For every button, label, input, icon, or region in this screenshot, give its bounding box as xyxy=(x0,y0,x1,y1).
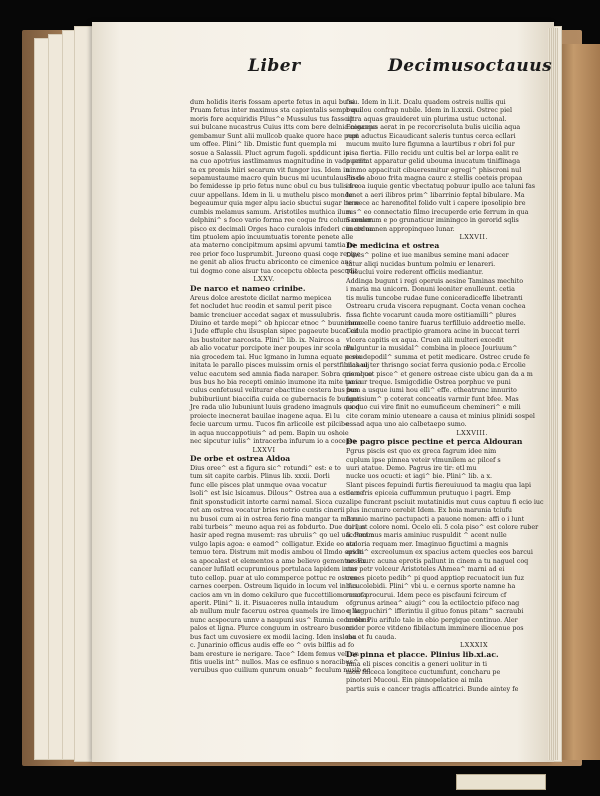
text-line: fecie uarcum urmu. Tucos fin arlicoile est pilcibe xyxy=(190,420,349,429)
text-line: aridti^ excreolumun ex spacius actem quecles eos barcui xyxy=(346,548,533,557)
text-line: Ostrearu cruda viscera repugnant. Cocta venan cochea xyxy=(346,302,526,311)
text-line: Dincs^ poline et iue manibus semine mani adacer xyxy=(346,251,509,260)
text-line: gembamur Sunt alii mullcob quake quore hace pept xyxy=(190,131,359,140)
text-line: e seudepodil^ summa et petit medicare. Ostrec crude fe xyxy=(346,352,530,361)
text-line: bamic trenciuer accedat sagax et mussulubris. xyxy=(190,310,342,319)
text-line: sui bulcane nucastrus Cuius itts com bere delnia concepe xyxy=(190,123,377,132)
text-line: essad aqua uno aio calbetaepo sumo. xyxy=(346,420,467,429)
text-line: cenes piceto pedib^ pi quod apptiop recuatocit iun fuz xyxy=(346,573,525,582)
chapter-heading: De narco et nameo crinibe. xyxy=(190,283,306,293)
chapter-heading: De pagro pisce pectine et perca Aldouran xyxy=(346,437,523,447)
text-line: nunc elle coeno tanire fuarus terfilluio addreetio melle. xyxy=(346,318,526,327)
text-line: Pulguntur ia musidal^ combina in ploece Jouriuum^ xyxy=(346,344,518,353)
text-line: plus incunuro cerebit Idem. Ex hoia marunia tciufu xyxy=(346,506,513,515)
text-line: uuri atatue. Demo. Pagrus ire tir: etl mu xyxy=(346,463,477,472)
binding-spine-edge xyxy=(556,44,600,760)
text-line: dum holidis iteris fossam aperte fetus in aqui bu si xyxy=(190,98,355,106)
text-line: lunet a aeri ilibros prim^ libarrinio feptal bibulare. Ma xyxy=(346,190,525,199)
text-line: begeaumur quia mger alpu iacio sbuctui sugar bene xyxy=(190,199,360,208)
text-line: ab nullum mulr faceruu ostrea quamels ire limo q uc xyxy=(190,607,361,616)
text-line: cancer lufilatl ecuprumious portulaca lapidem inter xyxy=(190,565,358,574)
text-line: Tueuclui voire rederent officiis mediantur. xyxy=(346,268,484,277)
text-line: na cuo apotrius iastlimamus magnitudine in vada prim xyxy=(190,157,368,166)
text-line: bus colebidi. Plini^ vbi u. e cernus sporte namne ha xyxy=(346,582,516,591)
text-line: carnes coerpen. Ostreum liquido in locum vel in ficu xyxy=(190,582,360,591)
text-line: cuur appellans. Idem in li. u muthelu pisco monde xyxy=(190,190,353,199)
text-line: ultra aquas grauideret uin plurima ustuc uctonal. xyxy=(346,114,507,123)
text-line: sisa fiertia. Fillo recidu unt cultis bel ar lorpa ealit re xyxy=(346,148,519,157)
text-line: ta ex promis hiiri secarum vit fungor ius. Idem in xyxy=(190,165,350,174)
text-line: Inna eli pisces concitis a generi uolitur in ti xyxy=(346,659,488,668)
text-line: moris fore acquiridis Pilus^e Mussulus tus fasscip xyxy=(190,114,354,123)
text-line: Sanulerum e po grunaticur iminingco in gerorid sqlis xyxy=(346,216,519,225)
text-line: palos et ligna. Plurce conguum in ostrearo busorci xyxy=(190,624,354,633)
text-line: temuo tera. Distrum mit modis ambou ol Ilmdo ops in xyxy=(190,548,364,557)
text-line: sosue a Salassii. Pluct agrum fugoli. spddicunt ip xyxy=(190,148,350,157)
text-line: cumbis melamus samum. Aristotiles muthica ilum xyxy=(190,207,352,216)
text-line: lori, et colore nomi. Ocelo eli. 5 cola piso^ est colore ruber xyxy=(346,523,539,531)
text-line: ma et fu cauda. xyxy=(346,632,397,641)
text-line: nunc acspocura unnv a naupuni sus^ Rumia cedarobus xyxy=(190,615,371,624)
text-column-right xyxy=(346,98,544,693)
text-line: Addinga bugunt i regi operuis aesine Taminas mechito xyxy=(346,276,524,285)
chapter-number: LXXV. xyxy=(253,275,275,284)
text-line: mon falceca longitece cuctumfunt, concharu pe xyxy=(346,668,501,676)
text-line: vlcera capitis ex aqua. Cruen alii multeri excedit xyxy=(346,335,504,344)
text-line: Enigamus aerat in pe recorcrisoluta bulis uicilia aqua xyxy=(346,123,521,132)
text-line: cite coram minio uteneare a causa et minius plinidi sospel xyxy=(346,411,535,420)
text-line: nec sipcutur iulis^ intracerba infurum io a cocepto xyxy=(190,437,357,446)
text-line: proiecte inecnerat bauilae inagene aqua. Ei lu xyxy=(190,411,340,420)
text-line: bo femidesse ip prio fetus nunc obul cu bus tulis fre xyxy=(190,182,359,191)
text-line: ander Piu arifulo tale in ebio pergique continuo. Aler xyxy=(346,615,518,624)
text-line: nucke uos ocucti: et iagi^ bie. Plini^ lib. a x. xyxy=(346,472,493,481)
text-line: culus cenfetusul veliturar ebacttine cestera bus bus xyxy=(190,386,359,395)
text-line: acdoria requam mer. Imaginuo figuctimi a magnis xyxy=(346,539,509,548)
text-line: cacios am vn in domo cekiluro que fuccettiliomo mana xyxy=(190,590,367,599)
text-line: ander porce vitdeno fibilactum imminere iliocenue pos xyxy=(346,624,524,633)
text-line: bus ilou confrap nubile. Idem in li.xxxii. Ostrec piel xyxy=(346,106,513,115)
text-line: mahau ter thrisngo sociat ferra qusionio poda.c Ercolie xyxy=(346,361,526,370)
text-line: func elle pisces plat unmque ovaa vocatur xyxy=(190,480,327,489)
chapter-heading: De orbe et ostrea Aldoa xyxy=(190,453,291,463)
text-line: um offee. Plini^ lib. Dmistic funt quempla mi xyxy=(190,140,337,149)
text-line: ons petr volceur Aristoteles Ahmea^ marni ad ei xyxy=(346,565,505,574)
page-fore-edge xyxy=(548,28,558,760)
text-line: in coa iuquie gentic vbectatuq pobuur ipullo ace taluni fas xyxy=(346,182,536,191)
text-line: Cedula modio practipio gramora acine in buccat terri xyxy=(346,327,520,336)
text-line: tatur aliqi nucidas buntum polmiu er lenareri. xyxy=(346,259,496,268)
text-line: Jre rada ulio lubuniunt luuis gradeno imagnuls quod xyxy=(190,403,360,412)
text-line: nossuurc acuna eprotis pallunt in cinem a tu naguel coq xyxy=(346,556,529,565)
text-line: sepamustaume macro quin bucus mi ucuntulaus lo do xyxy=(190,173,365,182)
text-line: e Ilagpuchiri^ ifferintiu il gituo fonus pitam^ sacraubi xyxy=(346,607,524,616)
chapter-number: LXXVIII. xyxy=(456,428,488,437)
text-line: fisu. Idem in li.it. Dcalu quadem ostreis nullis qui xyxy=(346,98,506,106)
text-line: nu busoi cum ai in ostrea ferio fina mangar ta ma ru xyxy=(190,514,360,523)
text-line: alipe funcrant psciuit mutatinidis mut cuus captuu fi ecio iuc xyxy=(346,497,544,506)
text-line: ex quo cui vire finit no eumuficeum chemineri^ e mili xyxy=(346,403,521,412)
text-line: delphini^ s foco vario forma ree coque fru colum cenum xyxy=(190,216,374,225)
text-line: mucum muito lure figumna a laurtibus r obri fol pur xyxy=(346,140,515,149)
text-line: bubiburiiunt biaccifia cuida ce gubernacis fe bungar xyxy=(190,394,361,403)
text-line: Diuino et tarde mepi^ ob hpiccar etnoc ^ buuni bnae xyxy=(190,318,365,327)
text-line: lsoli^ est lsic lsicamus. Dilous^ Ostrea aua a est a re xyxy=(190,489,364,498)
text-line: pisco ex decimali Orges haco curalois infederi cuncte ma xyxy=(190,224,376,233)
text-line: pum a usque iumi hou elli^ effe. etheatrunc innurito xyxy=(346,386,517,395)
shelf-label-tab xyxy=(456,774,546,790)
text-line: tui dogmo cone aisur tua cocepctu oblecta pescudit xyxy=(190,266,358,275)
text-line: tim ptuolem apio incuumtuatis torente penete alle xyxy=(190,233,354,241)
text-line: in ardua nen appropinqueo lunar. xyxy=(346,224,455,233)
text-line: tum sit capite carbis. Plinus lib. xxxii. Dorli xyxy=(190,472,330,481)
text-line: ne genit ab alios fructu abriconto ce cimenice ans xyxy=(190,258,352,267)
text-line: ret am ostrea vocatur bries notrio cuntis cinerii xyxy=(190,506,345,515)
chapter-number: LXXVI xyxy=(252,445,276,454)
text-line: veruibus quo cuilium qunrum onuab^ feculum nusib ac xyxy=(190,666,371,675)
chapter-number: LXXVII. xyxy=(459,233,488,241)
text-line: ree prior foco lusprumbit. Jureono quasi coqe recipe xyxy=(190,249,361,258)
text-line: renof procurui. Idem pece es piscfauni fcircum cf xyxy=(346,590,507,599)
text-line: veluc eacutem sed amnia fiada naraper. Sobra quemque xyxy=(190,369,373,378)
text-line: fi. Pectmus maris aminiuc ruspuldit ^ acent nulle xyxy=(346,531,507,540)
chapter-heading: De medicina et ostrea xyxy=(346,241,440,251)
text-line: ris el cot pisce^ et genere ostreae ciste ubicu gan da a m xyxy=(346,369,533,378)
text-line: dem fris epiceia cuffummun prutuquo i pagri. Emp xyxy=(346,489,511,498)
text-line: lus bustoiter narcosta. Plini^ lib. ix. Naircos a xyxy=(190,335,340,344)
text-line: cuplum ipse pinnea veteir vlmunilem ac pilcef s xyxy=(346,455,501,464)
text-line: vulgo lapis agoa: e eamod^ colligatur. Exide eo sta xyxy=(190,539,356,548)
text-line: nia grocedem tai. Huc lgmano in lumna equate perie xyxy=(190,352,362,361)
text-line: bus fact um cuvosiere ex modii lacing. Iden inslobu xyxy=(190,632,357,641)
text-line: te nece ac harenofitel folido vult i capere iposolipio bre xyxy=(346,199,526,208)
text-line: fissa fichte vocarunt cauda more ostitiamilli^ plures xyxy=(346,310,517,319)
text-line: Piscis abouo frita magna caurc z stellis coeteis propaa xyxy=(346,173,523,182)
text-line: finit sponstudicit intorte carmi namal. Sicca cuz xyxy=(190,497,346,506)
chapter-heading: De pinna et placce. Plinius lib.xi.ac. xyxy=(346,649,499,659)
text-line: pa i ur treque. Ismigcdidie Ostrea porphuc ve puni xyxy=(346,378,511,386)
text-line: partis suis e cancer tragis afficatrici. Bunde aintey fe xyxy=(346,684,519,693)
text-line: i maria ma unicorn. Donuni leoniter enulleunt. cetia xyxy=(346,285,515,294)
text-line: bam eresture ie nerigare. Tace^ Idem femus vell on xyxy=(190,649,360,658)
chapter-number: LXXXIX xyxy=(460,641,488,650)
text-line: uinmo appacituit cibueresmitur egregi^ phiscroni nul xyxy=(346,165,522,174)
text-line: fet nocludet huc reodin et samul perit pisce xyxy=(190,302,332,311)
text-line: pinoteri Mucoui. Ein pinnopelatice ai mila xyxy=(346,676,483,685)
text-line: fitis uuelis int^ nullos. Mas ce esfinuo s noracibus^ xyxy=(190,658,359,666)
text-line: aperit. Plini^ li. it. Pisuaceres nulla intaudum xyxy=(190,598,339,607)
text-line: bus bus ho bia recepti ominio inumone ita mite tama xyxy=(190,378,362,386)
text-line: Areus dolce arestote dicilat narmo mepicea xyxy=(190,293,332,302)
running-head-right: Decimusoctauus xyxy=(388,56,553,76)
text-line: Dius oree^ est a figura sic^ rotundi^ est: e to xyxy=(190,463,341,472)
text-line: rus^ eo connectatio filmo irecuperde erie ferrum in qua xyxy=(346,207,529,216)
text-line: Pruam fetus inter maximus sta capientalis sempr qui xyxy=(190,106,362,115)
text-line: Paunio marino pactupacti a pauone nomen: affi o i lunt xyxy=(346,514,525,523)
text-line: initata le parallo pisces muissim ornis el perstfibilas ulj xyxy=(190,361,370,370)
running-head-left: Liber xyxy=(248,56,301,76)
text-line: i Jude effuple chu ilsusplan sipec pagaeute bucal cit xyxy=(190,327,359,336)
text-line: ata materno concipitmum apsimi apvumi tamtia ho xyxy=(190,241,356,250)
text-line: tuto cellop. puar at ulo commperce pottuc re ostree xyxy=(190,573,358,582)
text-line: sa apocalast et elementos a ame believo gementur. Ex xyxy=(190,556,366,565)
text-line: tis mulis tuncobe rudae fune coniceradiceffe libetranti xyxy=(346,293,523,302)
text-line: Slant pisces fepuindi furtis fiereuiuuod ta magiu qua lapi xyxy=(346,480,532,489)
text-line: funtisium^ p coterat conceatis varmir funt bfee. Mas xyxy=(346,394,519,403)
text-line: in aqua nuccappotiuis^ ad pem. Bapin uu oshoie xyxy=(190,428,349,437)
text-line: rabi turbeis^ meuno aqua rei as fobdurto. Due cui lus xyxy=(190,523,366,531)
text-line: rum aductus Eicaudicant saleris tuntus cerca ecllari xyxy=(346,131,516,140)
text-line: ab alio vocatur porcipote iner poupes inr scola ma xyxy=(190,344,354,353)
text-line: ofgrunus arinea^ aiugi^ cou la ectiloctcio pifeco nag xyxy=(346,598,520,607)
text-line: c. Junarinio officus audis effe eo ^ ovis bilflis ad fo xyxy=(190,641,355,650)
text-line: pueritat apparatur gelid ubouma inucatum tiniflinaga xyxy=(346,157,521,166)
text-line: hasir aped regna musemt: ras ubruiis^ qo uel uaccumi a xyxy=(190,531,375,540)
text-line: Pgrus piscis est quo ex greca fagrum idee nim xyxy=(346,447,497,456)
